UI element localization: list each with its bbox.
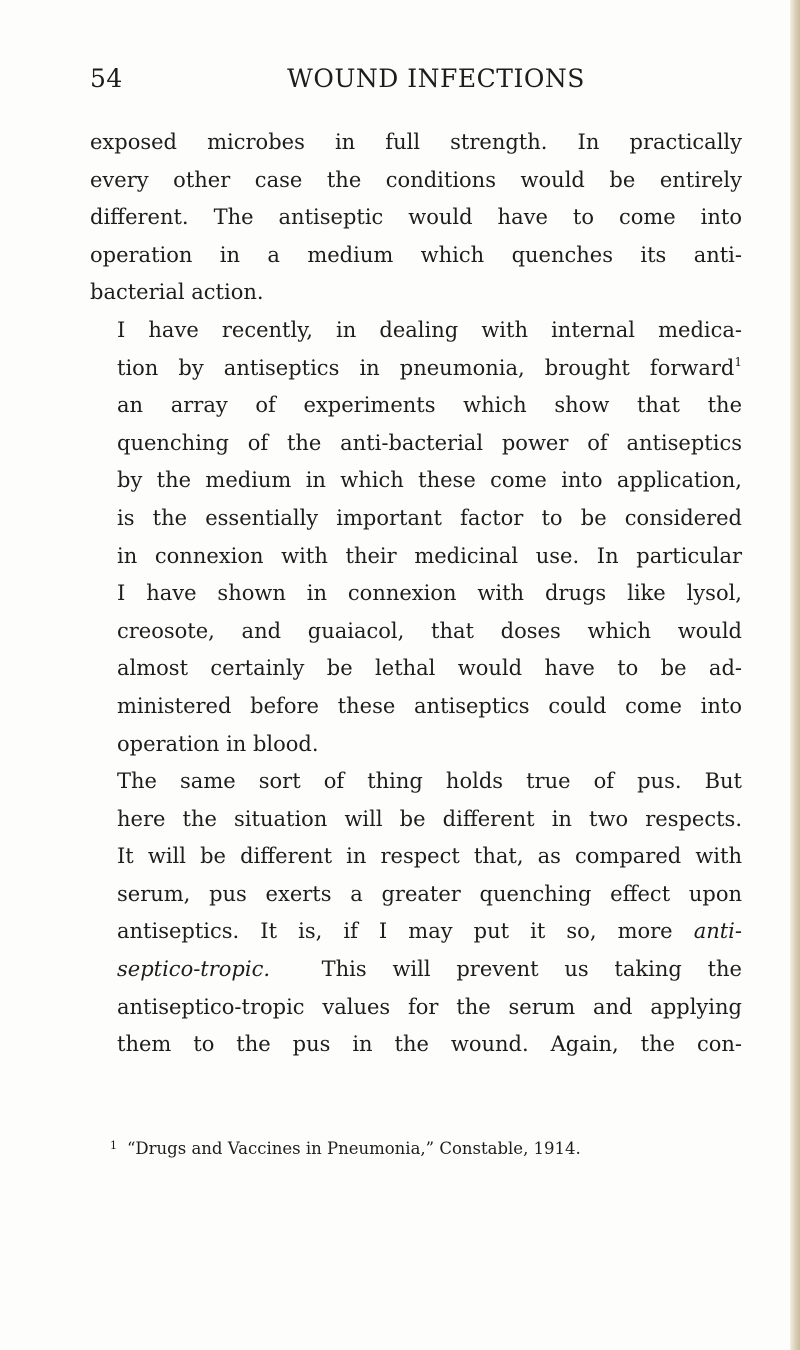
text-line-with-footnote — [90, 350, 742, 388]
text-line: serum, pus exerts a greater quenching effect upon — [117, 881, 742, 906]
text-line: operation in blood. — [117, 731, 319, 756]
body-text — [90, 124, 742, 1064]
page-header — [90, 62, 742, 96]
text-segment: This will prevent us taking the — [321, 957, 742, 982]
text-line: is the essentially important factor to be considered — [117, 505, 742, 530]
text-line: bacterial action. — [90, 280, 264, 305]
text-segment: antiseptics. It is, if I may put it so, more — [117, 919, 673, 944]
text-line-with-italic — [90, 951, 742, 989]
text-line: I have recently, in dealing with internal medica- — [117, 317, 742, 342]
text-line: I have shown in connexion with drugs like lysol, — [117, 581, 742, 606]
text-line: It will be different in respect that, as compared with — [117, 844, 742, 869]
text-line: ministered before these antiseptics could come into — [117, 693, 742, 718]
text-line: every other case the conditions would be entirely — [90, 167, 742, 192]
paragraph-1 — [90, 124, 742, 312]
text-line: operation in a medium which quenches its anti- — [90, 242, 742, 267]
running-title: WOUND INFECTIONS — [287, 64, 585, 93]
text-line: exposed microbes in full strength. In practically — [90, 130, 742, 154]
text-line: The same sort of thing holds true of pus. But — [117, 769, 742, 794]
text-line: antiseptico-tropic values for the serum and applying — [117, 994, 742, 1019]
page-edge-shadow — [790, 0, 800, 1350]
italic-term: anti- — [693, 919, 742, 944]
italic-term: septico-tropic. — [117, 957, 271, 982]
footnote-reference[interactable]: 1 — [734, 354, 742, 369]
paragraph-2 — [90, 312, 742, 763]
footnote-mark: 1 — [110, 1139, 117, 1152]
page-number: 54 — [90, 64, 123, 93]
text-line: by the medium in which these come into application, — [117, 468, 742, 493]
text-line: here the situation will be different in two respects. — [117, 806, 742, 831]
paragraph-3 — [90, 763, 742, 1064]
text-line: them to the pus in the wound. Again, the con- — [117, 1032, 742, 1057]
text-line: in connexion with their medicinal use. In particular — [117, 543, 742, 568]
text-line: an array of experiments which show that the — [117, 393, 742, 418]
text-line: different. The antiseptic would have to come into — [90, 205, 742, 230]
footnote — [110, 1134, 750, 1161]
text-segment: tion by antiseptics in pneumonia, brought forward — [117, 355, 735, 380]
text-line: quenching of the anti-bacterial power of antiseptics — [117, 430, 742, 455]
text-line: creosote, and guaiacol, that doses which would — [117, 618, 742, 643]
text-line-with-italic — [90, 913, 742, 951]
text-line: almost certainly be lethal would have to be ad- — [117, 656, 742, 681]
footnote-text: “Drugs and Vaccines in Pneumonia,” Constable, 1914. — [127, 1139, 581, 1158]
